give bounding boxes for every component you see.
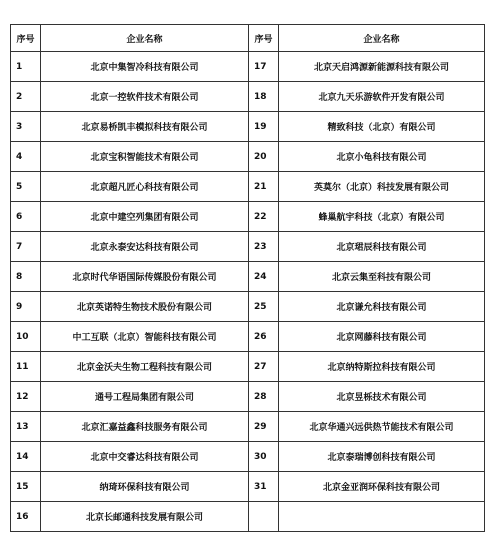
row-number: 1 <box>11 52 41 82</box>
table-header-row <box>11 25 485 52</box>
company-name: 纳琦环保科技有限公司 <box>41 472 249 502</box>
row-number: 16 <box>11 502 41 532</box>
table-row <box>11 142 485 172</box>
table-row <box>11 202 485 232</box>
company-name: 英莫尔（北京）科技发展有限公司 <box>279 172 485 202</box>
row-number: 30 <box>249 442 279 472</box>
table-row <box>11 502 485 532</box>
company-name: 北京昱栎技术有限公司 <box>279 382 485 412</box>
table-row <box>11 232 485 262</box>
company-name: 北京汇嘉益鑫科技服务有限公司 <box>41 412 249 442</box>
row-number: 7 <box>11 232 41 262</box>
company-name: 北京英诺特生物技术股份有限公司 <box>41 292 249 322</box>
company-name: 蜂巢航宇科技（北京）有限公司 <box>279 202 485 232</box>
row-number: 28 <box>249 382 279 412</box>
row-number: 11 <box>11 352 41 382</box>
row-number: 5 <box>11 172 41 202</box>
row-number: 14 <box>11 442 41 472</box>
table-row <box>11 382 485 412</box>
table-row <box>11 82 485 112</box>
table-row <box>11 172 485 202</box>
company-name: 北京小龟科技有限公司 <box>279 142 485 172</box>
row-number: 26 <box>249 322 279 352</box>
company-name: 北京一控软件技术有限公司 <box>41 82 249 112</box>
company-name: 北京金亚润环保科技有限公司 <box>279 472 485 502</box>
company-name: 北京珺辰科技有限公司 <box>279 232 485 262</box>
company-name: 北京泰瑞博创科技有限公司 <box>279 442 485 472</box>
row-number: 3 <box>11 112 41 142</box>
row-number: 23 <box>249 232 279 262</box>
table-row <box>11 412 485 442</box>
company-name: 北京金沃夫生物工程科技有限公司 <box>41 352 249 382</box>
row-number: 24 <box>249 262 279 292</box>
row-number: 27 <box>249 352 279 382</box>
company-name: 北京时代华语国际传媒股份有限公司 <box>41 262 249 292</box>
row-number: 17 <box>249 52 279 82</box>
company-name: 北京纳特斯拉科技有限公司 <box>279 352 485 382</box>
row-number: 18 <box>249 82 279 112</box>
row-number: 6 <box>11 202 41 232</box>
company-name-empty <box>279 502 485 532</box>
header-number-right: 序号 <box>249 25 279 52</box>
row-number: 9 <box>11 292 41 322</box>
row-number: 13 <box>11 412 41 442</box>
company-name: 北京九天乐游软件开发有限公司 <box>279 82 485 112</box>
table-row <box>11 472 485 502</box>
row-number: 2 <box>11 82 41 112</box>
company-list-table <box>10 24 485 532</box>
company-name: 北京长邮通科技发展有限公司 <box>41 502 249 532</box>
row-number: 21 <box>249 172 279 202</box>
row-number: 22 <box>249 202 279 232</box>
company-name: 北京超凡匠心科技有限公司 <box>41 172 249 202</box>
table-row <box>11 442 485 472</box>
company-name: 北京易桥凯丰模拟科技有限公司 <box>41 112 249 142</box>
table-row <box>11 352 485 382</box>
table-row <box>11 322 485 352</box>
row-number: 4 <box>11 142 41 172</box>
header-company-name-left: 企业名称 <box>41 25 249 52</box>
company-name: 北京华通兴远供热节能技术有限公司 <box>279 412 485 442</box>
company-name: 精致科技（北京）有限公司 <box>279 112 485 142</box>
company-name: 北京宝积智能技术有限公司 <box>41 142 249 172</box>
row-number-empty <box>249 502 279 532</box>
table-row <box>11 52 485 82</box>
company-name: 北京天启鸿源新能源科技有限公司 <box>279 52 485 82</box>
table-row <box>11 112 485 142</box>
company-name: 中工互联（北京）智能科技有限公司 <box>41 322 249 352</box>
row-number: 19 <box>249 112 279 142</box>
company-name: 北京云集至科技有限公司 <box>279 262 485 292</box>
row-number: 20 <box>249 142 279 172</box>
table-row <box>11 292 485 322</box>
row-number: 10 <box>11 322 41 352</box>
row-number: 31 <box>249 472 279 502</box>
row-number: 12 <box>11 382 41 412</box>
company-name: 北京中集智冷科技有限公司 <box>41 52 249 82</box>
company-name: 北京谦允科技有限公司 <box>279 292 485 322</box>
row-number: 15 <box>11 472 41 502</box>
company-name: 北京中建空列集团有限公司 <box>41 202 249 232</box>
header-company-name-right: 企业名称 <box>279 25 485 52</box>
row-number: 25 <box>249 292 279 322</box>
header-number-left: 序号 <box>11 25 41 52</box>
company-name: 北京网藤科技有限公司 <box>279 322 485 352</box>
company-name: 北京永泰安达科技有限公司 <box>41 232 249 262</box>
table-row <box>11 262 485 292</box>
row-number: 29 <box>249 412 279 442</box>
company-name: 北京中交睿达科技有限公司 <box>41 442 249 472</box>
row-number: 8 <box>11 262 41 292</box>
company-name: 通号工程局集团有限公司 <box>41 382 249 412</box>
